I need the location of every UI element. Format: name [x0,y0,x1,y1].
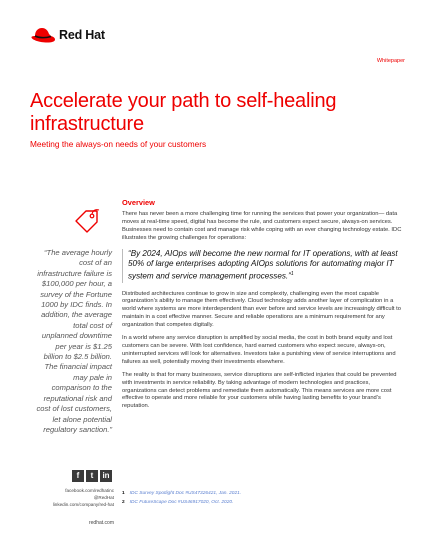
footnote-number: 1 [122,491,125,496]
footnote [122,498,372,507]
website-link[interactable]: redhat.com [88,520,114,526]
footnotes [122,489,372,507]
document-title: Accelerate your path to self-healing infrastructure [30,90,337,135]
footnote-link[interactable]: IDC Survey Spotlight Doc #US47326421, Jan. 2021. [129,491,242,496]
overview-paragraph-1: There has never been a more challenging time for running the services that power your organization— data moves at real-time speed, digital has become the rule, and customers expect secure, always-on services. Businesses need to contain cost and manage risk while coping with an ever changing technology estate. IDC illustrates the growing challenges for operations: [122,211,402,241]
linkedin-link[interactable]: linkedin.com/company/red-hat [52,502,114,508]
document-subtitle: Meeting the always-on needs of your customers [30,139,207,149]
linkedin-icon[interactable]: in [100,470,112,482]
idc-quote [122,249,404,283]
footnote [122,489,372,498]
overview-paragraph-3: In a world where any service disruption is amplified by social media, the cost in both brand equity and lost customers can be severe. With lost confidence, hard earned customers who expect secure, always-on, uninterrupted services will look for alternatives. Investors take a punishing view of service interruptions and failures as well, potentially moving their investments elsewhere. [122,335,396,365]
section-heading: Overview [122,198,155,207]
twitter-link[interactable]: @RedHat [93,495,114,501]
facebook-icon[interactable]: f [72,470,84,482]
red-hat-logo[interactable] [30,26,105,44]
social-icons [72,470,112,482]
facebook-link[interactable]: facebook.com/redhatinc [65,488,114,493]
price-tag-icon [72,207,102,237]
overview-paragraph-2: Distributed architectures continue to grow in size and complexity, challenging even the most capable organization’s ability to manage them effectively. Cloud technology adds another layer of complication in a world where systems are more interdependent than ever before and service levels are increasingly difficult to maintain in a cost effective manner. Secure and reliable operations are a minimum requirement for any organization that competes digitally. [122,290,401,329]
social-links [30,487,114,509]
brand-name: Red Hat [59,28,105,42]
main-content [122,198,404,416]
idc-quote-text: “By 2024, AIOps will become the new normal for IT operations, with at least 50% of large enterprises adopting AIOps solutions for automating major IT system and service management processes.” [128,248,398,282]
idc-quote-footnote-ref: 1 [290,271,294,278]
overview-paragraph-4: The reality is that for many businesses, service disruptions are self-inflicted injuries that could be prevented with investments in service reliability. By taking advantage of modern technologies and practices, organizations can detect problems and remediate them automatically. This means services are more cost effective to operate and more reliable for your customers while having lasting benefits to your brand’s reputation. [122,371,397,410]
sidebar-pullquote: “The average hourly cost of an infrastructure failure is $100,000 per hour, a survey of the Fortune 1000 by IDC finds. In addition, the average total cost of unplanned downtime per year is $1.25 billion to $2.5 billion. The financial impact may pale in comparison to the reputational risk and cost of lost customers, let alone potential regulatory sanction.” [36,248,112,434]
footnote-link[interactable]: IDC FutureScape Doc #US46917020, Oct. 2020. [129,500,234,505]
footnote-number: 2 [122,500,125,505]
twitter-icon[interactable]: t [86,470,98,482]
red-hat-icon [30,26,56,44]
document-type: Whitepaper [376,58,405,64]
